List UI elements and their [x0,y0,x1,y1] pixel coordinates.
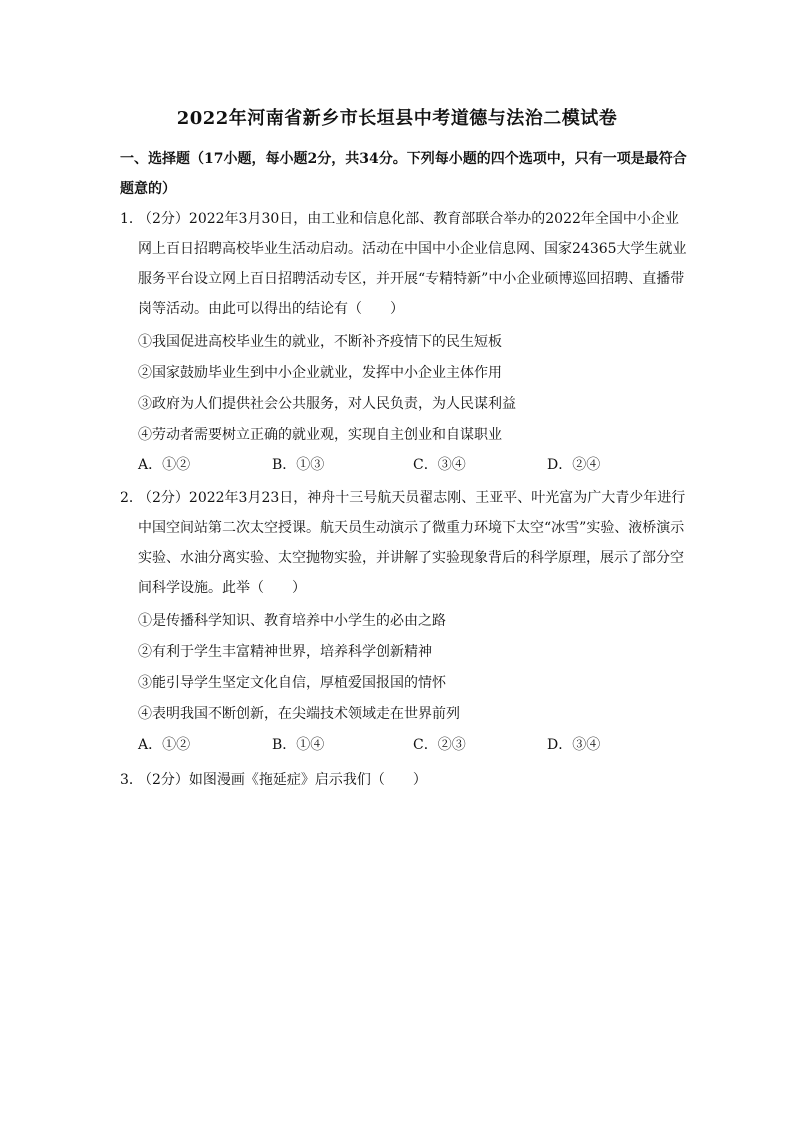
choice-c: C．②③ [413,737,466,753]
question-number: 1． [120,211,143,227]
choice-a: A．①② [138,737,191,753]
choice-d: D．③④ [547,737,601,753]
question-stem: （2分）如图漫画《拖延症》启示我们（ ） [138,772,427,788]
question-2 [120,483,690,603]
page-title: 2022年河南省新乡市长垣县中考道德与法治二模试卷 [176,108,618,129]
answer-choices [138,450,678,480]
statement-2: ②国家鼓励毕业生到中小企业就业，发挥中小企业主体作用 [138,365,502,381]
choice-b: B．①③ [272,457,325,473]
statement-1: ①是传播科学知识、教育培养中小学生的必由之路 [138,613,446,629]
choice-b: B．①④ [272,737,325,753]
question-number: 2． [120,490,143,506]
answer-choices [138,730,678,760]
section-heading: 一、选择题（17小题，每小题2分，共34分。下列每小题的四个选项中，只有一项是最符合题意的） [120,151,687,197]
question-stem: （2分）2022年3月30日，由工业和信息化部、教育部联合举办的2022年全国中小企业网上百日招聘高校毕业生活动启动。活动在中国中小企业信息网、国家24365大学生就业服务平台设立网上百日招聘活动专区，并开展“专精特新”中小企业硕博巡回招聘、直播带岗等活动。由此可以得出的结论有（ ） [138,211,687,317]
statement-3: ③政府为人们提供社会公共服务，对人民负责，为人民谋利益 [138,396,516,412]
statement-2: ②有利于学生丰富精神世界，培养科学创新精神 [138,644,432,660]
choice-d: D．②④ [547,457,601,473]
statement-4: ④表明我国不断创新，在尖端技术领域走在世界前列 [138,706,460,722]
choice-a: A．①② [138,457,191,473]
question-stem: （2分）2022年3月23日，神舟十三号航天员翟志刚、王亚平、叶光富为广大青少年进行中国空间站第二次太空授课。航天员生动演示了微重力环境下太空“冰雪”实验、液桥演示实验、水油分离实验、太空抛物实验，并讲解了实验现象背后的科学原理，展示了部分空间科学设施。此举（ ） [138,490,686,596]
question-number: 3． [120,772,143,788]
question-3 [120,765,690,795]
statement-3: ③能引导学生坚定文化自信，厚植爱国报国的情怀 [138,675,446,691]
choice-c: C．③④ [413,457,466,473]
statement-4: ④劳动者需要树立正确的就业观，实现自主创业和自谋职业 [138,427,502,443]
statement-1: ①我国促进高校毕业生的就业，不断补齐疫情下的民生短板 [138,334,502,350]
question-1 [120,204,690,324]
